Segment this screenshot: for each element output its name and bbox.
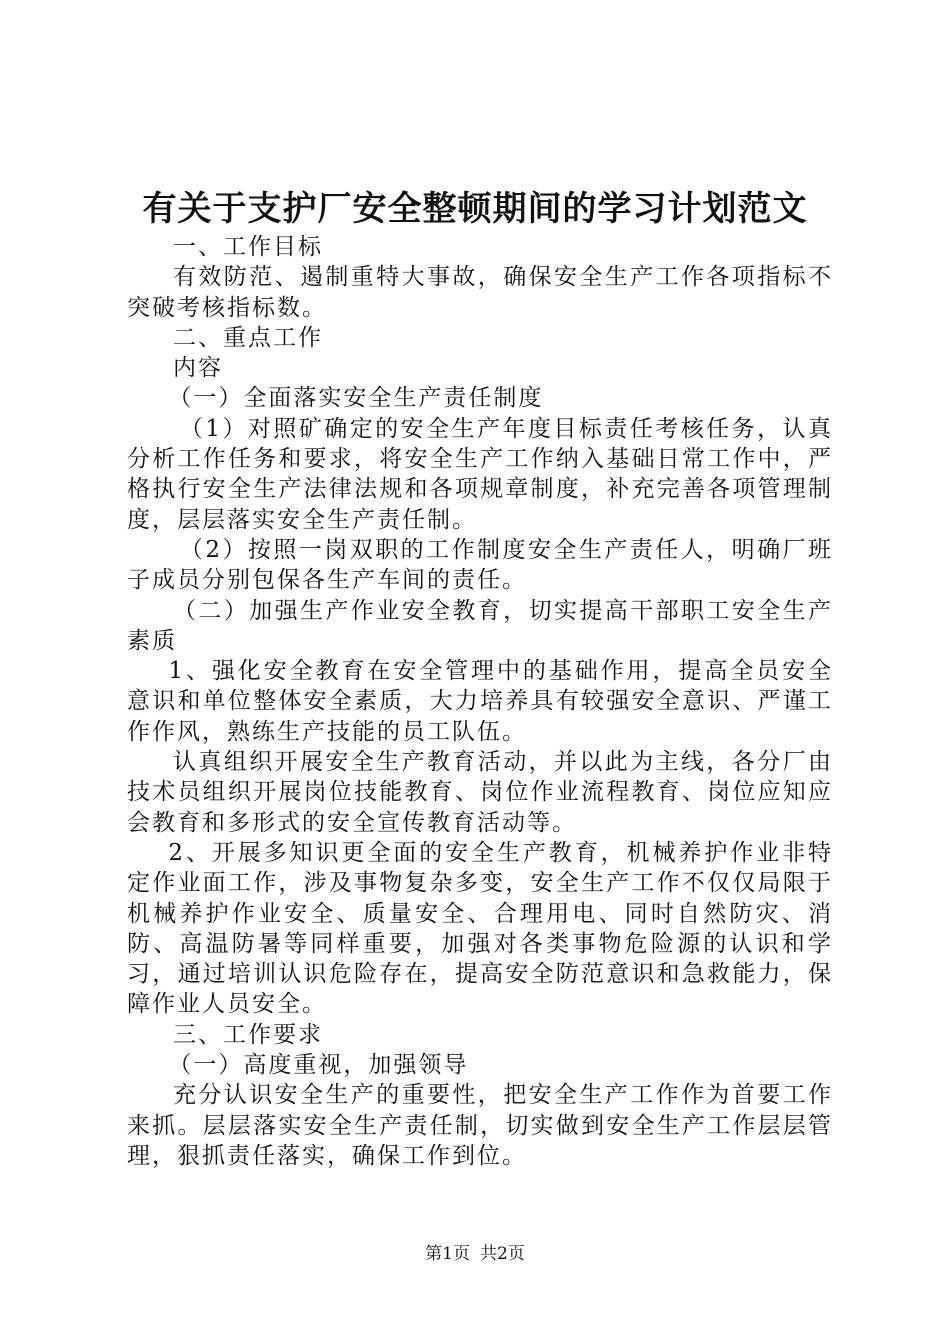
paragraph-leadership: 充分认识安全生产的重要性，把安全生产工作作为首要工作来抓。层层落实安全生产责任制，切实做到安全生产工作层层管理，狠抓责任落实，确保工作到位。 xyxy=(127,1082,833,1169)
paragraph-item-1: （1）对照矿确定的安全生产年度目标责任考核任务，认真分析工作任务和要求，将安全生产工作纳入基础日常工作中，严格执行安全生产法律法规和各项规章制度，补充完善各项管理制度，层层落实安全生产责任制。 xyxy=(127,415,833,533)
subsection-heading-education: （二）加强生产作业安全教育，切实提高干部职工安全生产素质 xyxy=(127,597,833,654)
page-number-total: 共2页 xyxy=(480,1244,525,1264)
section-heading-requirements: 三、工作要求 xyxy=(173,1021,323,1048)
paragraph-item-2: （2）按照一岗双职的工作制度安全生产责任人，明确厂班子成员分别包保各生产车间的责任。 xyxy=(127,536,833,594)
paragraph-education-2: 2、开展多知识更全面的安全生产教育，机械养护作业非特定作业面工作，涉及事物复杂多变，安全生产工作不仅仅局限于机械养护作业安全、质量安全、合理用电、同时自然防灾、消防、高温防暑等同样重要，加强对各类事物危险源的认识和学习，通过培训认识危险存在，提高安全防范意识和急救能力，保障作业人员安全。 xyxy=(127,839,833,1018)
page-number-current: 第1页 xyxy=(425,1244,470,1264)
section-heading-goals: 一、工作目标 xyxy=(173,234,323,260)
subsection-heading-responsibility: （一）全面落实安全生产责任制度 xyxy=(168,385,544,412)
section-heading-content: 内容 xyxy=(173,355,223,382)
paragraph-education-1: 1、强化安全教育在安全管理中的基础作用，提高全员安全意识和单位整体安全素质，大力培养具有较强安全意识、严谨工作作风，熟练生产技能的员工队伍。 xyxy=(127,658,833,745)
section-heading-key-work: 二、重点工作 xyxy=(173,324,323,351)
page-footer xyxy=(0,1242,950,1266)
document-body xyxy=(127,232,833,1171)
subsection-heading-leadership: （一）高度重视，加强领导 xyxy=(168,1052,469,1079)
document-title: 有关于支护厂安全整顿期间的学习计划范文 xyxy=(142,189,808,229)
paragraph-goals: 有效防范、遏制重特大事故，确保安全生产工作各项指标不突破考核指标数。 xyxy=(127,264,833,321)
paragraph-education-activities: 认真组织开展安全生产教育活动，并以此为主线，各分厂由技术员组织开展岗位技能教育、岗位作业流程教育、岗位应知应会教育和多形式的安全宣传教育活动等。 xyxy=(127,749,833,836)
